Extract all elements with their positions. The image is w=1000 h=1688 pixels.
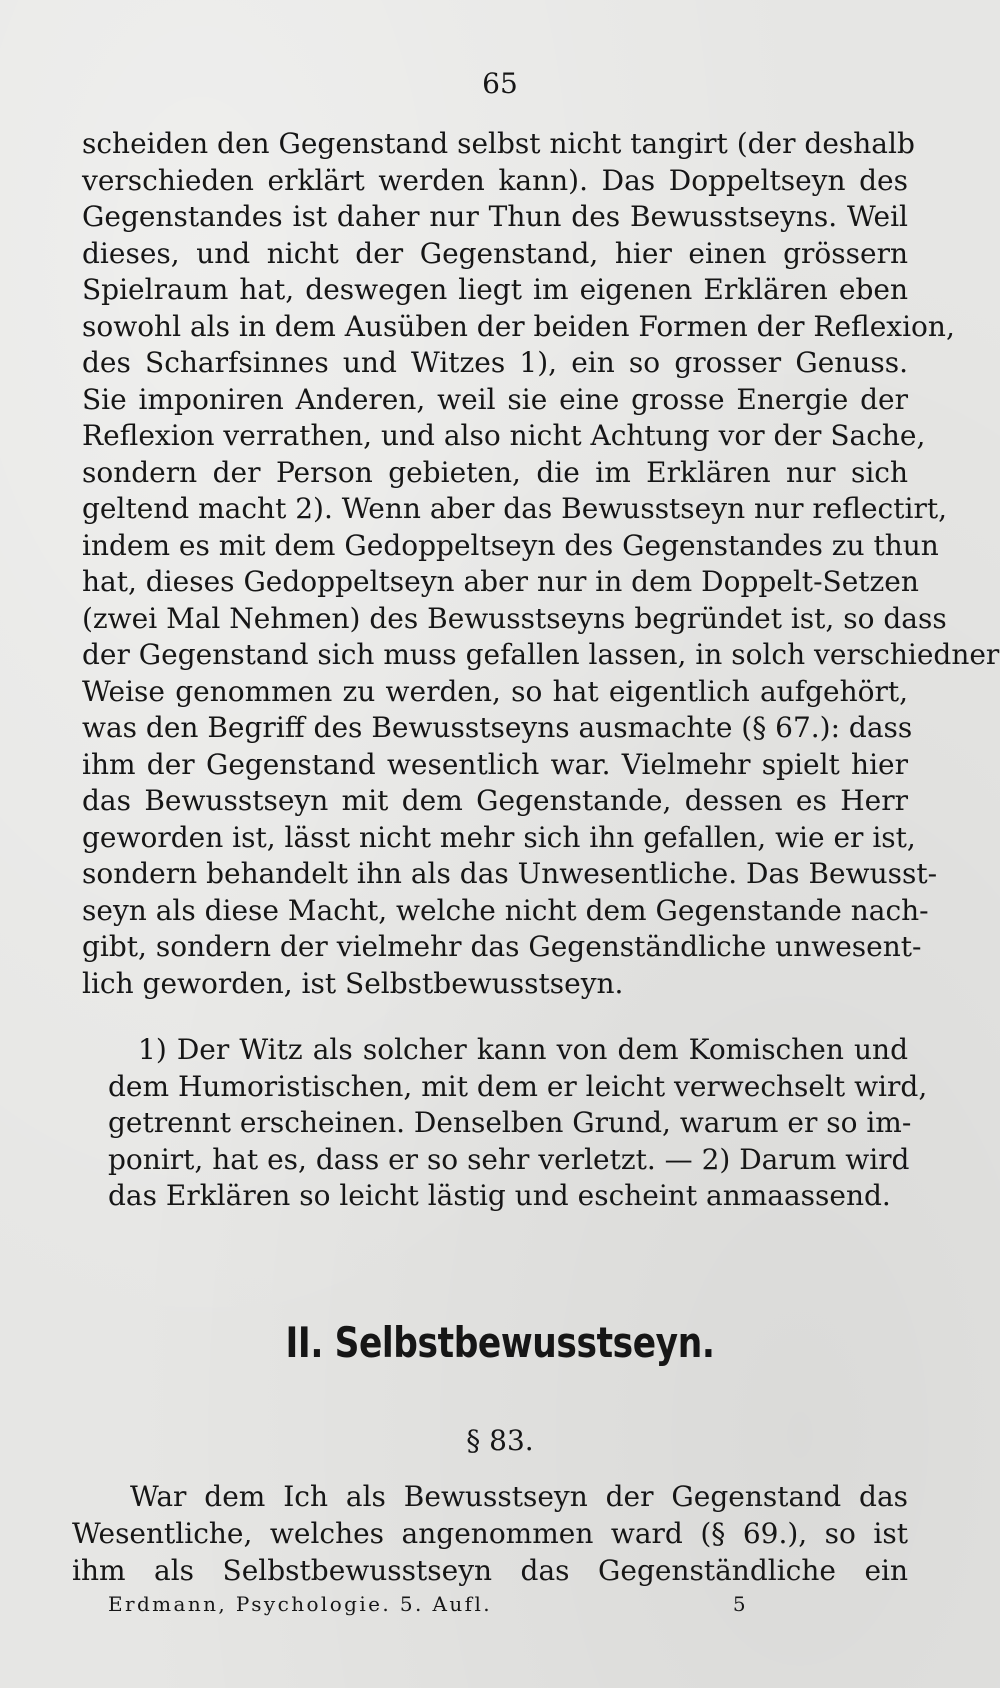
body-line: Gegenstandes ist daher nur Thun des Bewusstseyns. Weil bbox=[82, 200, 908, 233]
body-line: des Scharfsinnes und Witzes 1), ein so grosser Genuss. bbox=[82, 346, 908, 379]
body-line: was den Begriff des Bewusstseyns ausmachte (§ 67.): dass bbox=[82, 711, 913, 744]
body-line: (zwei Mal Nehmen) des Bewusstseyns begründet ist, so dass bbox=[82, 601, 947, 635]
body-line: dieses, und nicht der Gegenstand, hier einen grössern bbox=[82, 236, 908, 270]
body-line: Reflexion verrathen, und also nicht Achtung vor der Sache, bbox=[82, 419, 926, 452]
footer-sheet-number: 5 bbox=[732, 1592, 748, 1616]
body-text bbox=[82, 126, 1000, 1002]
body-line: gibt, sondern der vielmehr das Gegenständliche unwesent- bbox=[82, 930, 922, 963]
section-heading: II. Selbstbewusstseyn. bbox=[285, 1318, 715, 1367]
body-line: das Bewusstseyn mit dem Gegenstande, dessen es Herr bbox=[82, 784, 908, 817]
body-line: seyn als diese Macht, welche nicht dem Gegenstande nach- bbox=[82, 893, 929, 927]
footnote-line: das Erklären so leicht lästig und escheint anmaassend. bbox=[108, 1179, 891, 1212]
footnote-line: 1) Der Witz als solcher kann von dem Komischen und bbox=[138, 1033, 908, 1066]
footer-signature: Erdmann, Psychologie. 5. Aufl. bbox=[108, 1592, 493, 1616]
body-line: sowohl als in dem Ausüben der beiden Formen der Reflexion, bbox=[82, 309, 955, 343]
footnote-line: dem Humoristischen, mit dem er leicht verwechselt wird, bbox=[108, 1069, 928, 1103]
footnotes bbox=[108, 1032, 928, 1215]
body-line: indem es mit dem Gedoppeltseyn des Gegenstandes zu thun bbox=[82, 528, 939, 562]
body-line: sondern der Person gebieten, die im Erklären nur sich bbox=[82, 455, 908, 489]
section-line: ihm als Selbstbewusstseyn das Gegenständliche ein bbox=[72, 1554, 908, 1587]
body-line: Weise genommen zu werden, so hat eigentlich aufgehört, bbox=[82, 674, 908, 708]
footnote-line: ponirt, hat es, dass er so sehr verletzt. — 2) Darum wird bbox=[108, 1142, 910, 1176]
body-line: geltend macht 2). Wenn aber das Bewusstseyn nur reflectirt, bbox=[82, 492, 947, 525]
body-line: verschieden erklärt werden kann). Das Doppeltseyn des bbox=[82, 163, 908, 197]
body-line: der Gegenstand sich muss gefallen lassen, in solch verschiedner bbox=[82, 638, 1000, 671]
page-footer bbox=[108, 1592, 748, 1616]
body-line: scheiden den Gegenstand selbst nicht tangirt (der deshalb bbox=[82, 127, 915, 160]
paragraph-number: § 83. bbox=[466, 1424, 534, 1457]
body-line: hat, dieses Gedoppeltseyn aber nur in dem Doppelt-Setzen bbox=[82, 565, 919, 598]
body-line: sondern behandelt ihn als das Unwesentliche. Das Bewusst- bbox=[82, 857, 938, 890]
body-line: Spielraum hat, deswegen liegt im eigenen Erklären eben bbox=[82, 273, 908, 306]
body-line: lich geworden, ist Selbstbewusstseyn. bbox=[82, 966, 624, 1000]
body-line: Sie imponiren Anderen, weil sie eine grosse Energie der bbox=[82, 382, 908, 416]
section-line: Wesentliche, welches angenommen ward (§ 69.), so ist bbox=[72, 1517, 908, 1550]
footnote-line: getrennt erscheinen. Denselben Grund, warum er so im- bbox=[108, 1106, 912, 1139]
section-text bbox=[72, 1478, 908, 1589]
body-line: ihm der Gegenstand wesentlich war. Vielmehr spielt hier bbox=[82, 747, 908, 781]
page-number: 65 bbox=[482, 67, 518, 100]
body-line: geworden ist, lässt nicht mehr sich ihn gefallen, wie er ist, bbox=[82, 820, 916, 854]
section-line: War dem Ich als Bewusstseyn der Gegenstand das bbox=[130, 1480, 908, 1513]
